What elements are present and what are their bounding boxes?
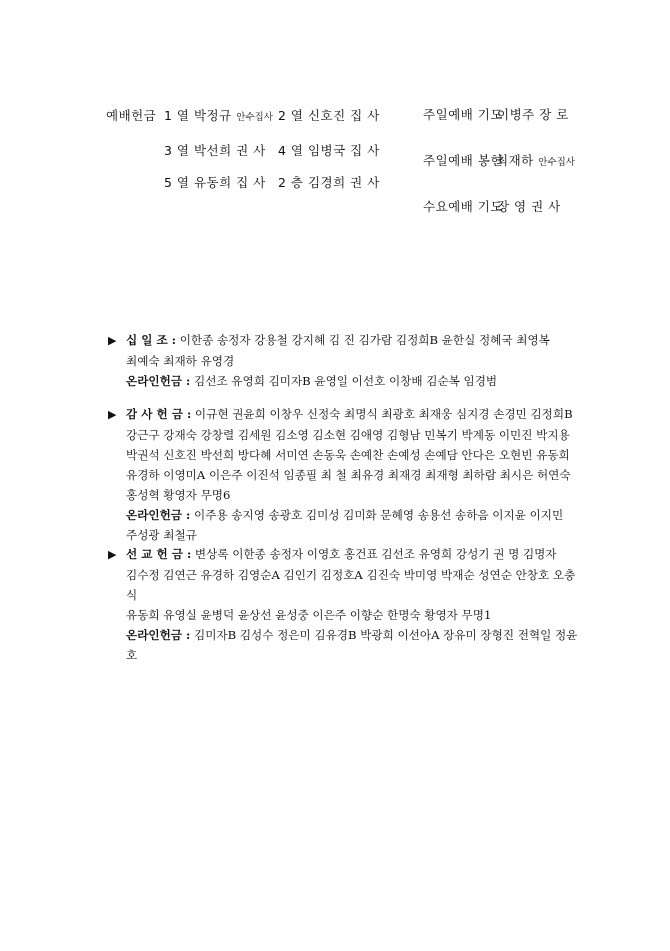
thanks-line-2: 강근구 강재숙 강창렬 김세원 김소영 김소현 김애영 김형남 민복기 박계동 이민진 박지용	[126, 428, 570, 442]
thanks-line-4: 유경하 이영미A 이은주 이진석 임종필 최 철 최유경 최재경 최재형 최하람 최시은 허연숙	[126, 468, 571, 482]
offering-row-1-a: 1 열 박정규	[164, 108, 232, 123]
thanks-line-5: 홍성혁 황영자 무명6	[126, 488, 231, 502]
mission-line-2: 김수정 김연근 유경하 김영순A 김인기 김정호A 김진숙 박미영 박재순 성연순 안창호 오충식	[126, 568, 576, 602]
mission-online-label: 온라인헌금 :	[126, 628, 191, 642]
prayer-sunday-name: 이병주 장 로	[497, 107, 569, 122]
mission-title: 선 교 헌 금 :	[126, 547, 192, 561]
tithe-arrow-icon: ▶	[108, 334, 117, 347]
mission-line-1: 변상록 이한종 송정자 이영호 홍건표 김선조 유영희 강성기 권 명 김명자	[194, 547, 557, 561]
thanks-section	[108, 404, 578, 545]
offering-row-1-b: 2 열 신호진 집 사	[278, 108, 380, 123]
prayer-wednesday-label: 수요예배 기도	[423, 199, 503, 214]
prayer-sunday-offering-small: 안수집사	[538, 157, 575, 168]
offering-row-1	[164, 106, 273, 124]
tithe-online-label: 온라인헌금 :	[126, 374, 191, 388]
thanks-line-1: 이규현 권윤희 이창우 신정숙 최명식 최광호 최재웅 심지경 손경민 김정희B	[194, 407, 573, 421]
offering-row-2-b: 4 열 임병국 집 사	[278, 143, 380, 158]
thanks-online-2: 주성광 최철규	[126, 528, 197, 542]
tithe-online: 김선조 유영희 김미자B 윤영일 이선호 이창배 김순복 임경범	[194, 374, 498, 388]
offering-label: 예배헌금	[106, 108, 157, 123]
thanks-line-3: 박권석 신호진 박선희 방다혜 서미연 손동욱 손예찬 손예성 손예담 안다은 오현빈 유동희	[126, 448, 570, 462]
tithe-title: 십 일 조 :	[126, 333, 176, 347]
thanks-arrow-icon: ▶	[108, 408, 117, 421]
thanks-title: 감 사 헌 금 :	[126, 407, 192, 421]
thanks-online-1: 이주용 송지영 송광호 김미성 김미화 문혜영 송용선 송하음 이지윤 이지민	[194, 508, 564, 522]
offering-row-3-a: 5 열 유동희 집 사	[164, 175, 266, 190]
prayer-wednesday-name: 장 영 권 사	[497, 199, 561, 214]
prayer-sunday-offering-person: 최재하	[496, 153, 534, 168]
offering-row-1-a-small: 안수집사	[236, 112, 273, 123]
mission-line-3: 유동희 유영실 윤병덕 윤상선 윤성중 이은주 이향순 한명숙 황영자 무명1	[126, 608, 492, 622]
tithe-section	[108, 330, 578, 391]
prayer-sunday-offering-name	[496, 151, 575, 169]
offering-row-2-a: 3 열 박선희 권 사	[164, 143, 266, 158]
offering-row-3-b: 2 층 김경희 권 사	[278, 175, 380, 190]
tithe-line-1: 이한종 송정자 강용철 강지혜 김 진 김가람 김정희B 윤한실 정혜국 최영복	[179, 333, 550, 347]
thanks-online-label: 온라인헌금 :	[126, 508, 191, 522]
mission-online: 김미자B 김성수 정은미 김유경B 박광희 이선아A 장유미 장형진 전혁일 정윤호	[126, 628, 578, 662]
tithe-line-2: 최예숙 최재하 유영경	[126, 354, 235, 368]
prayer-sunday-label: 주일예배 기도	[423, 107, 503, 122]
mission-section	[108, 544, 578, 665]
mission-arrow-icon: ▶	[108, 548, 117, 561]
prayer-sunday-offering-label: 주일예배 봉헌	[423, 153, 503, 168]
